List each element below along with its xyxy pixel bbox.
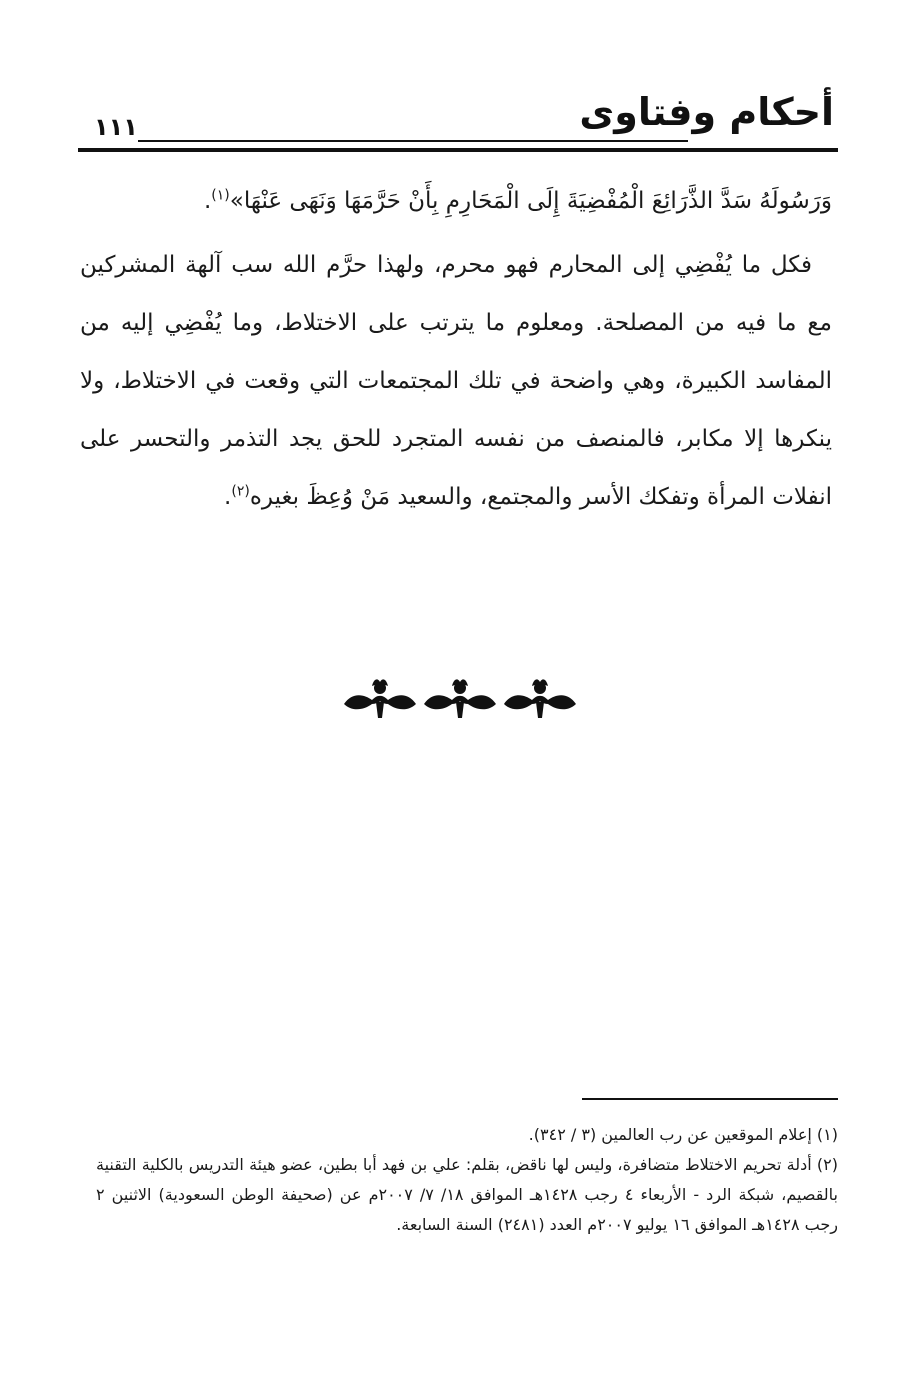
paragraph-end: . [224, 484, 232, 510]
footnote-2: (٢) أدلة تحريم الاختلاط متضافرة، وليس لها ناقض، بقلم: علي بن فهد أبا بطين، عضو هيئة التدريس بالكلية التقنية بالقصيم، شبكة الرد - الأربعاء ٤ رجب ١٤٢٨هـ الموافق ١٨/ ٧/ ٢٠٠٧م عن (صحيفة الوطن السعودية) الاثنين ٢ رجب ١٤٢٨هـ الموافق ١٦ يوليو ٢٠٠٧م العدد (٢٤٨١) السنة السابعة. [96, 1155, 838, 1234]
footnote-marker-2: (٢) [231, 483, 250, 500]
page-header [78, 88, 838, 158]
quote-end: . [203, 188, 212, 214]
footnote-marker-1: (١) [211, 187, 230, 204]
book-title: أحكام وفتاوى [579, 90, 834, 134]
quote-line [80, 172, 832, 230]
main-paragraph [80, 236, 832, 526]
header-rule-thin [138, 140, 688, 142]
page-number: ١١١ [94, 113, 138, 141]
footnotes [96, 1120, 838, 1240]
ornament-divider-icon [340, 672, 580, 732]
header-rule [78, 148, 838, 152]
footnote-rule [582, 1098, 838, 1100]
body-text [80, 172, 832, 526]
quote-text: وَرَسُولَهُ سَدَّ الذَّرَائِعَ الْمُفْضِيَةَ إِلَى الْمَحَارِمِ بِأَنْ حَرَّمَهَا وَنَهَى عَنْهَا» [229, 188, 832, 214]
paragraph-text: فكل ما يُفْضِي إلى المحارم فهو محرم، ولهذا حرَّم الله سب آلهة المشركين مع ما فيه من المصلحة. ومعلوم ما يترتب على الاختلاط، وما يُفْضِي إليه من المفاسد الكبيرة، وهي واضحة في تلك المجتمعات التي وقعت في الاختلاط، ولا ينكرها إلا مكابر، فالمنصف من نفسه المتجرد للحق يجد التذمر والتحسر على انفلات المرأة وتفكك الأسر والمجتمع، والسعيد مَنْ وُعِظَ بغيره [80, 252, 832, 510]
footnote-1: (١) إعلام الموقعين عن رب العالمين (٣ / ٣٤٢). [528, 1125, 838, 1144]
